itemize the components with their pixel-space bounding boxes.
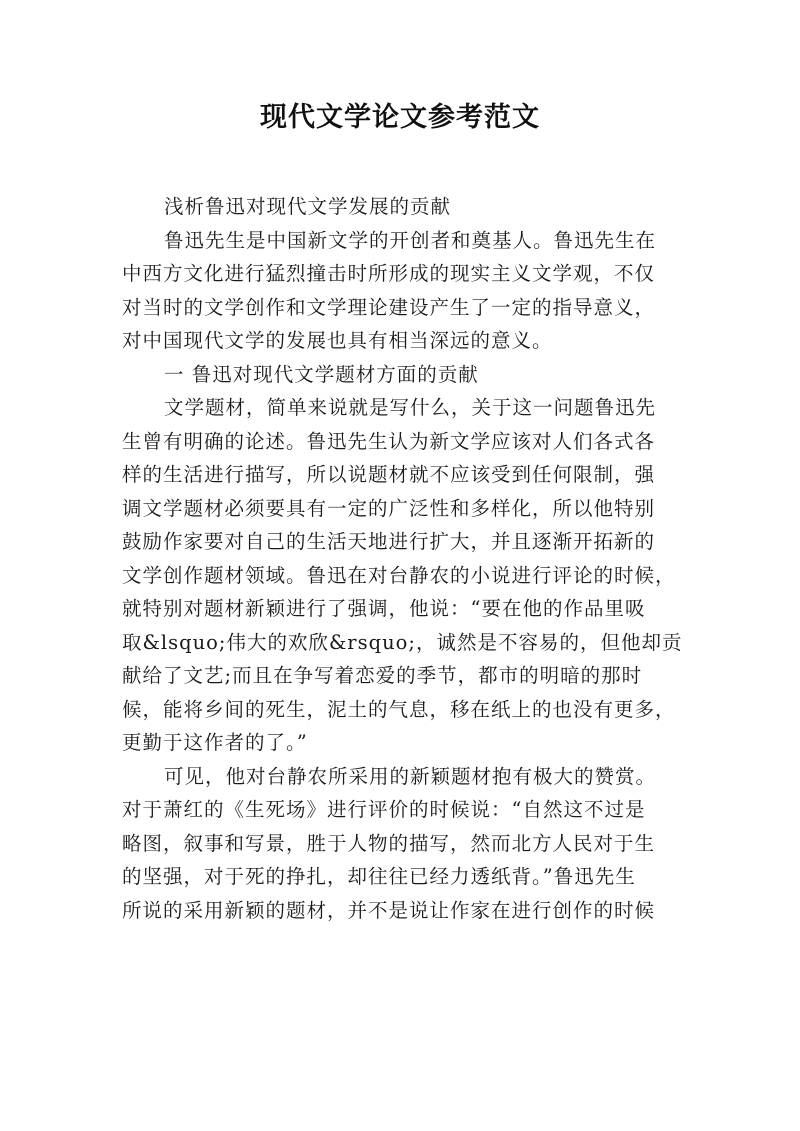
paragraph-line: 取&lsquo;伟大的欢欣&rsquo;，诚然是不容易的，但他却贡 (122, 630, 683, 654)
paragraph-line: 献给了文艺;而且在争写着恋爱的季节，都市的明暗的那时 (122, 664, 643, 687)
paragraph-line: 文学题材，简单来说就是写什么，关于这一问题鲁迅先 (164, 396, 657, 419)
paragraph-line: 就特别对题材新颖进行了强调，他说：“要在他的作品里吸 (122, 597, 646, 620)
paragraph-line: 调文学题材必须要具有一定的广泛性和多样化，所以他特别 (122, 496, 656, 520)
paragraph-line: 生曾有明确的论述。鲁迅先生认为新文学应该对人们各式各 (122, 429, 656, 453)
paragraph-line: 对当时的文学创作和文学理论建设产生了一定的指导意义， (122, 295, 656, 319)
paragraph-line: 鼓励作家要对自己的生活天地进行扩大，并且逐渐开拓新的 (122, 530, 656, 553)
subsection-heading: 一 鲁迅对现代文学题材方面的贡献 (164, 362, 479, 386)
paragraph-line: 鲁迅先生是中国新文学的开创者和奠基人。鲁迅先生在 (164, 228, 657, 252)
paragraph-line: 可见，他对台静农所采用的新颖题材抱有极大的赞赏。 (164, 764, 657, 788)
paragraph-line: 候，能将乡间的死生，泥土的气息，移在纸上的也没有更多， (122, 697, 676, 721)
document-body (122, 190, 688, 927)
paragraph-line: 样的生活进行描写，所以说题材就不应该受到任何限制，强 (122, 463, 656, 486)
paragraph-line: 对于萧红的《生死场》进行评价的时候说：“自然这不过是 (122, 798, 646, 821)
paragraph-line: 对中国现代文学的发展也具有相当深远的意义。 (122, 329, 553, 352)
paragraph-line: 中西方文化进行猛烈撞击时所形成的现实主义文学观，不仅 (122, 262, 656, 285)
paragraph-line: 文学创作题材领域。鲁迅在对台静农的小说进行评论的时候， (122, 563, 676, 587)
paragraph-line: 更勤于这作者的了。” (122, 731, 308, 754)
paragraph-line: 所说的采用新颖的题材，并不是说让作家在进行创作的时候 (122, 898, 656, 922)
paragraph-line: 略图，叙事和写景，胜于人物的描写，然而北方人民对于生 (122, 831, 656, 855)
page-title: 现代文学论文参考范文 (260, 102, 540, 133)
section-heading: 浅析鲁迅对现代文学发展的贡献 (164, 195, 452, 218)
paragraph-line: 的坚强，对于死的挣扎，却往往已经力透纸背。”鲁迅先生 (122, 865, 636, 888)
